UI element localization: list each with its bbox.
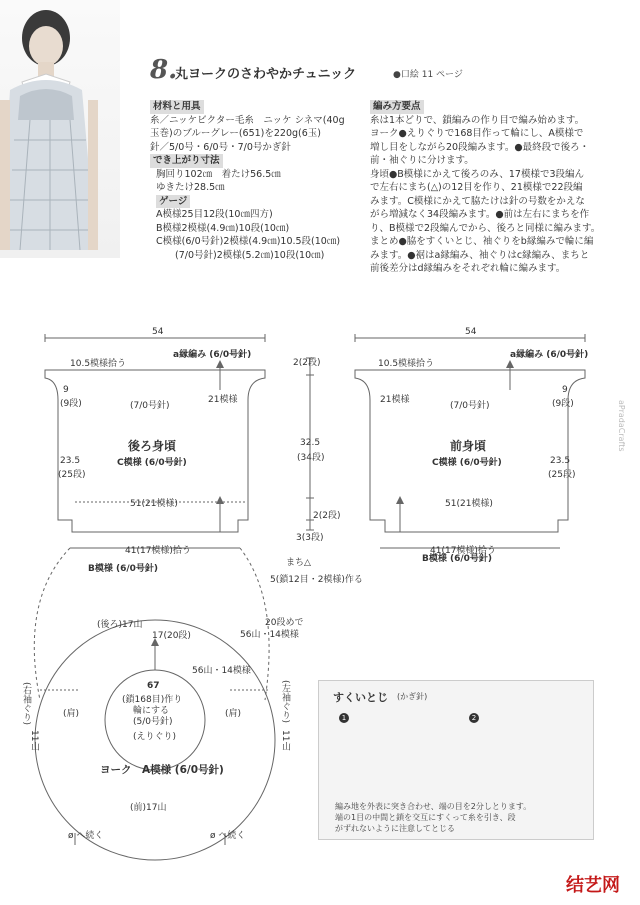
back-pickup: 10.5模様拾う: [70, 359, 127, 369]
method-line: ヨーク●えりぐりで168目作って輪にし、A模様で: [370, 128, 584, 139]
back-side-235: 23.5: [60, 456, 81, 466]
pattern-title: 丸ヨークのさわやかチュニック: [175, 67, 357, 82]
yoke-center-d: (えりぐり): [133, 732, 177, 742]
front-motif-21: 21模様: [380, 395, 410, 405]
method-line: みます。●裾はa縁編み、袖ぐりはc縁編み、まちと: [370, 249, 590, 261]
yoke-name: ヨーク A模様 (6/0号針): [100, 764, 224, 776]
yoke-center-b: 輪にする: [133, 706, 170, 716]
side-watermark: aPradaCrafts: [617, 400, 626, 452]
front-pickup: 10.5模様拾う: [378, 359, 435, 369]
front-side-9-rows: (9段): [552, 399, 574, 409]
yoke-center-67: 67: [147, 681, 160, 691]
yoke-back-17: (後ろ)17山: [97, 620, 143, 630]
yoke-rows-17: 17(20段): [152, 631, 191, 641]
yoke-continue-right: ø へ続く: [210, 831, 246, 841]
machi-note: 5(鎖12目・2模様)作る: [270, 575, 363, 585]
yoke-shoulder-left: (肩): [63, 709, 80, 719]
back-edge-a: a縁編み (6/0号針): [173, 350, 252, 360]
method-line: 前後差分はd縁編みをそれぞれ輪に編みます。: [370, 263, 566, 274]
method-line: 糸は1本どりで、鎖編みの作り目で編み始めます。: [370, 114, 585, 126]
back-bottom-41: 41(17模様)拾う: [125, 546, 191, 556]
front-pattern: C模様 (6/0号針): [432, 458, 502, 468]
front-side-235: 23.5: [550, 456, 571, 466]
panel-note: 編み地を外表に突き合わせ、端の目を2分しとります。: [335, 802, 532, 811]
materials-line: 玉巻)のブルーグレー(651)を220g(6玉): [150, 128, 321, 139]
yoke-yama-11-right: 11山: [280, 730, 290, 751]
method-line: り、B模様で2段編んでから、後ろと同様に編みます。: [370, 222, 601, 234]
yoke-sode-14: 56山・14模様: [192, 666, 251, 676]
yoke-yama: 56山・14模様: [240, 630, 299, 640]
method-line: 身頃●B模様にかえて後ろのみ、17模様で3段編ん: [370, 168, 585, 180]
materials-heading: 材料と用具: [150, 100, 204, 114]
yoke-front-17: (前)17山: [130, 803, 167, 813]
yoke-right-armhole: (右袖ぐり): [21, 682, 31, 726]
yoke-continue-left: ø へ続く: [68, 831, 104, 841]
front-edge-a: a縁編み (6/0号針): [510, 350, 589, 360]
yoke-yama-11-left: 11山: [29, 730, 39, 751]
front-bottom-41: 41(17模様)拾う: [430, 546, 496, 556]
front-b-pattern: B模様 (6/0号針): [422, 554, 493, 564]
center-v325: 32.5: [300, 438, 321, 448]
gauge-heading: ゲージ: [156, 195, 190, 209]
front-side-9: 9: [562, 385, 568, 395]
front-needle-7: (7/0号針): [450, 401, 490, 411]
front-piece-name: 前身頃: [450, 439, 487, 453]
brand-watermark: 结艺网: [566, 875, 620, 896]
method-line: で左右にまち(△)の12目を作り、21模様で22段編: [370, 182, 583, 193]
method-line: 前・袖ぐりに分けます。: [370, 155, 474, 166]
panel-notes: [335, 801, 585, 834]
panel-title: すくいとじ: [333, 691, 388, 704]
panel-note: 端の1目の中間と鎖を交互にすくって糸を引き、段: [335, 813, 516, 822]
gauge-line: A模様25目12段(10㎝四方): [156, 209, 273, 220]
yoke-rows-20: 20段めで: [265, 618, 304, 628]
center-v2-bottom: 2(2段): [313, 511, 341, 521]
gauge-line: B模様2模様(4.9㎝)10段(10㎝): [156, 222, 290, 234]
back-side-9-rows: (9段): [60, 399, 82, 409]
front-width: 54: [465, 327, 477, 337]
gauge-line: C模様(6/0号針)2模様(4.9㎝)10.5段(10㎝): [156, 236, 341, 247]
yoke-center-c: (5/0号針): [133, 717, 173, 727]
yoke-left-armhole: (左袖ぐり): [280, 680, 290, 724]
machi-label: まち△: [286, 558, 311, 568]
back-needle-7: (7/0号針): [130, 401, 170, 411]
center-v325-rows: (34段): [297, 453, 325, 463]
method-line: がら増減なく34段編みます。●前は左右にまちを作: [370, 209, 590, 220]
method-line: 増し目をしながら20段編みます。●最終段で後ろ・: [370, 141, 590, 153]
front-bottom-51: 51(21模様): [445, 499, 493, 509]
back-pattern: C模様 (6/0号針): [117, 458, 187, 468]
back-side-9: 9: [63, 385, 69, 395]
back-b-pattern: B模様 (6/0号針): [88, 564, 159, 574]
back-motif-21: 21模様: [208, 395, 238, 405]
materials-line: 針／5/0号・6/0号・7/0号かぎ針: [150, 141, 291, 153]
back-bottom-51: 51(21模様): [130, 499, 178, 509]
yoke-shoulder-right: (肩): [225, 709, 242, 719]
page-reference: ●口絵 11 ページ: [393, 70, 463, 80]
back-width: 54: [152, 327, 164, 337]
front-side-235-rows: (25段): [548, 470, 576, 480]
method-heading: 編み方要点: [370, 100, 424, 114]
yoke-center-a: (鎖168目)作り: [122, 695, 183, 705]
pattern-number: 8.: [150, 55, 178, 85]
size-line: 胸回り102㎝ 着たけ56.5㎝: [156, 168, 281, 180]
panel-note: がずれないように注意してとじる: [335, 824, 455, 833]
method-line: まとめ●脇をすくいとじ、袖ぐりをb縁編みで輪に編: [370, 236, 594, 247]
back-piece-name: 後ろ身頃: [128, 439, 177, 453]
method-line: みます。C模様にかえて脇たけは針の号数をかえな: [370, 195, 585, 207]
size-line: ゆきたけ28.5㎝: [156, 182, 225, 193]
center-v2-top: 2(2段): [293, 358, 321, 368]
step-1-marker: 1: [339, 713, 349, 723]
gauge-line: (7/0号針)2模様(5.2㎝)10段(10㎝): [156, 249, 325, 261]
center-v3: 3(3段): [296, 533, 324, 543]
panel-subtitle: (かぎ針): [397, 692, 428, 701]
materials-line: 糸／ニッケビクター毛糸 ニッケ シネマ(40g: [150, 114, 345, 126]
size-heading: でき上がり寸法: [150, 154, 223, 168]
sukuitoji-panel: [318, 680, 594, 840]
back-side-235-rows: (25段): [58, 470, 86, 480]
step-2-marker: 2: [469, 713, 479, 723]
